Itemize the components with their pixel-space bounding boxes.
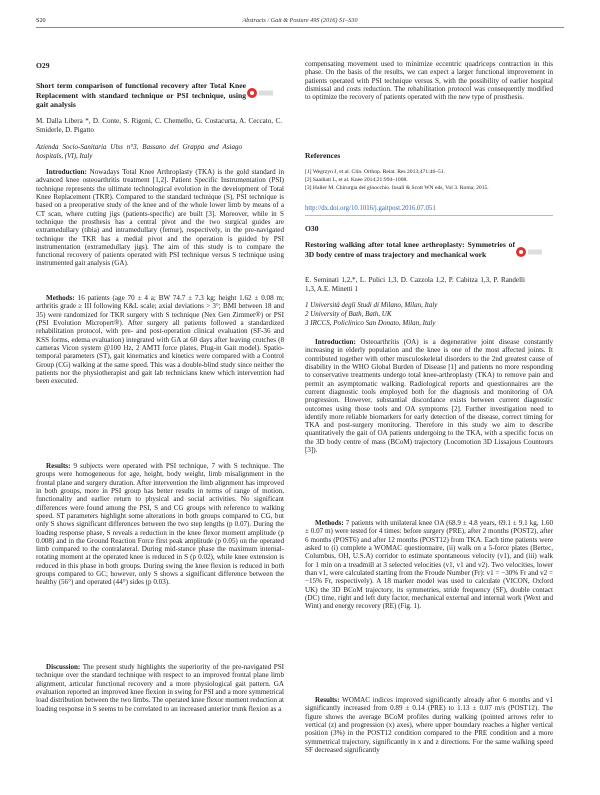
- methods-o30: Methods: 7 patients with unilateral knee OA (68.9 ± 4.8 years, 69.1 ± 9.1 kg, 1.60 ± 0.07 m) were tested for 4 times: before surgery (PRE), after 2 months (POST2), after 6 months (POST6) and after 12 months (POST12) from TKA. Each time patients were asked to (i) complete a WOMAC questionnaire, (ii) walk on a 5-force plates (Bertec, Columbus, OH, U.S.A) corridor to estimate spontaneous velocity (v1), and (iii) walk for 1 min on a treadmill at 3 selected velocities (v1, v1 and v2). Two velocities, lower than v1, were calculated starting from the Froude Number (Fr): v1 = −30% Fr and v2 = −15% Fr, respectively). A 18 marker model was used to calculate (VICON, Oxford UK) the 3D BCoM trajectory, its symmetries, stride frequency (SF), double contact (DC) time, right and left duty factor, mechanical external and internal work (Wext and Wint) and energy recovery (RE) (Fig. 1).: [305, 519, 553, 611]
- continuation-o29: compensating movement used to minimize eccentric quadriceps contraction in this phase. On the basis of the results, we can expect a larger functional improvement in patients operated with PSI technique versus S, with the possibility of earlier hospital dismissal and costs reduction. The rehabilitation protocol was consequently modified to optimize the recovery of patients operated with the new type of prosthesis.: [305, 60, 553, 102]
- section-label: Results:: [46, 462, 71, 470]
- affiliation-o30: 3 IRCCS, Policlinico San Donato, Milan, Italy: [305, 319, 436, 327]
- authors-o29: M. Dalla Libera *, D. Conte, S. Rigoni, C. Chemello, G. Costacurta, A. Ceccato, C. Smiderle, D. Pigatto: [36, 117, 282, 134]
- affiliation-o30: 1 Università degli Studi di Milano, Milan, Italy: [305, 301, 438, 309]
- section-label: Introduction:: [46, 168, 87, 176]
- section-divider: [305, 215, 553, 216]
- header-rule: [36, 27, 564, 28]
- introduction-o30: Introduction: Osteoarthritis (OA) is a degenerative joint disease constantly increasing in elderly population and the knee is one of the most affected joints. It contributed together with other musculoskeletal disorders to the 2nd greatest cause of disability in the WHO Global Burden of Disease [1] and patients no more responding to conservative treatments undergo total knee-arthroplasty (TKA) to remove pain and permit an asymptomatic walking. Radiological reports and questionnaires are the current diagnostic tools employed both for the diagnosis and monitoring of OA progression. However, substantial discordance exists between current diagnostic outcomes using those tools and OA symptoms [2]. Further investigation need to identify more reliable biomarkers for early detection of the disease, correct timing for TKA and post-surgery monitoring. Therefore in this study we aim to describe quantitatively the gait of OA patients undergoing to the TKA, with a specific focus on the 3D body centre of mass (BCoM) trajectory (Locomotion 3D Lissajous Countours [3]).: [305, 338, 553, 455]
- crossmark-icon[interactable]: [246, 84, 274, 102]
- abstract-title-o29: Short term comparison of functional recovery after Total Knee Replacement with standard technique or PSI technique, using gait analysis: [36, 81, 246, 110]
- references-heading: References: [305, 151, 341, 160]
- crossmark-icon[interactable]: [515, 243, 543, 261]
- section-label: Methods:: [46, 294, 75, 302]
- reference-item: [1] Wegrzyn J, et al. Clin. Orthop. Relat. Res 2013;471:46–51.: [305, 169, 446, 175]
- page-number: S20: [36, 17, 46, 24]
- reference-item: [2] Saadiati L, et al. Knee 2014;21:994–1008.: [305, 177, 408, 183]
- section-label: Methods:: [315, 519, 344, 527]
- reference-item: [3] Haller M. Chirurgia del ginocchio. Insall & Scott WN eds, Vol 3. Roma; 2015.: [305, 185, 489, 191]
- methods-o29: Methods: 16 patients (age 70 ± 4 a; BW 74.7 ± 7.3 kg; height 1.62 ± 0.08 m; arthritis grade ≥ III following K&L scale; axial deviations > 3°; BMI between 18 and 35) were randomized for TKR surgery with S technique (Nex Gen Zimmer®) or PSI (PSI Evolution Micropert®). After surgery all patients followed a standardized rehabilitation protocol, with pre- and post-operation clinical evaluation (SF-36 and KSS forms, edema evaluation) integrated with GA at 60 days after leaving crutches (8 cameras Vicon system @100 Hz, 2 AMTI force plates, Plug-in Gait model). Spatio-temporal parameters (ST), gait kinematics and kinetics were compared with a Control Group (CG) walking at the same speed. This was a double-blind study since neither the patients nor the physiotherapist and gait lab technicians knew which intervention had been executed.: [36, 294, 284, 386]
- discussion-o29: Discussion: The present study highlights the superiority of the pre-navigated PSI technique over the standard technique with respect to an improved frontal plane limb alignment, articular functional recovery and a more physiological gait pattern. GA evaluation reported an improved knee flexion in swing for PSI and a more symmetrical load distribution between the two limbs. The operated knee flexor moment reduction at loading response in S seems to be correlated to an increased anterior trunk flexion as a: [36, 663, 284, 713]
- introduction-o29: Introduction: Nowadays Total Knee Arthroplasty (TKA) is the gold standard in advanced knee osteoarthritis treatment [1,2]. Patient Specific Instrumentation (PSI) technique represents the ultimate technological evolution in the development of Total Knee Replacement (TKR). Compared to the standard technique (S), PSI technique is based on a preoperative study of the knee and of the whole lower limb by means of a CT scan, where cutting jigs (patients-specific) are built [3]. Moreover, while in S technique the prosthesis has a central pivot and the two surgical guides are extramedullary (tibia) and intramedullary (femur), respectively, in the pre-navigated technique the TKR has a medial pivot and the operation is guided by PSI instrumentation (extramedullary jigs). The aim of this study is to compare the functional recovery of patients operated with PSI technique versus S technique using instrumented gait analysis (GA).: [36, 168, 284, 268]
- section-label: Discussion:: [46, 663, 81, 671]
- section-label: Results:: [315, 696, 340, 704]
- affiliation-o30: 2 University of Bath, Bath, UK: [305, 310, 392, 318]
- authors-o30: E. Seminati 1,2,*, L. Pulici 1,3, D. Cazzola 1,2, P. Cabitza 1,3, P. Randelli 1,3, A.E. Minetti 1: [305, 276, 525, 293]
- abstract-title-o30: Restoring walking after total knee arthroplasty: Symmetries of 3D body centre of mass trajectory and mechanical work: [305, 240, 515, 259]
- doi-link[interactable]: http://dx.doi.org/10.1016/j.gaitpost.2016.07.051: [305, 205, 436, 212]
- section-label: Introduction:: [315, 338, 356, 346]
- journal-header: Abstracts / Gait & Posture 49S (2016) S1–S30: [242, 17, 358, 24]
- abstract-id-o29: O29: [36, 61, 50, 70]
- abstract-id-o30: O30: [305, 224, 319, 233]
- affiliation-o29: Azienda Socio-Sanitaria Ulss n°3, Bassano del Grappa and Asiago hospitals, (VI), Italy: [36, 143, 242, 160]
- results-o30: Results: WOMAC indices improved significantly already after 6 months and v1 significantly increased from 0.89 ± 0.14 (PRE) to 1.13 ± 0.07 m/s (POST12). The figure shows the average BCoM profiles during walking (pointed arrows refer to vertical (z) and progression (x) axes), where upper boundary reaches a higher vertical position (3%) in the POST12 condition compared to the PRE condition and a more symmetrical trajectory, significantly in x and z directions. For the same walking speed SF decreased significantly: [305, 696, 553, 754]
- results-o29: Results: 9 subjects were operated with PSI technique, 7 with S technique. The groups were homogeneous for age, height, body weight, limb misalignment in the frontal plane and surgery duration. After intervention the limb alignment has improved in both groups, more in PSI group has better results in terms of range of motion, functionality and earlier return to physical and social activities. No significant differences were found among the PSI, S and CG groups with reference to walking speed. ST parameters highlight some alterations in both groups compared to CG, but only S shows significant differences between the two step lengths (p 0.07). During the loading response phase, S reveals a reduction in the knee flexor moment amplitude (p 0.008) and in the Ground Reaction Force first peak amplitude (p 0.05) on the operated limb compared to the contralateral. During mid-stance phase the maximum internal-rotating moment at the operated knee is reduced in S (p 0.02), while knee extension is reduced in this phase in both groups. During swing the knee flexion is reduced in both groups compared to GC; however, only S shows a significant difference between the healthy (56°) and operated (44°) sides (p 0.03).: [36, 462, 284, 587]
